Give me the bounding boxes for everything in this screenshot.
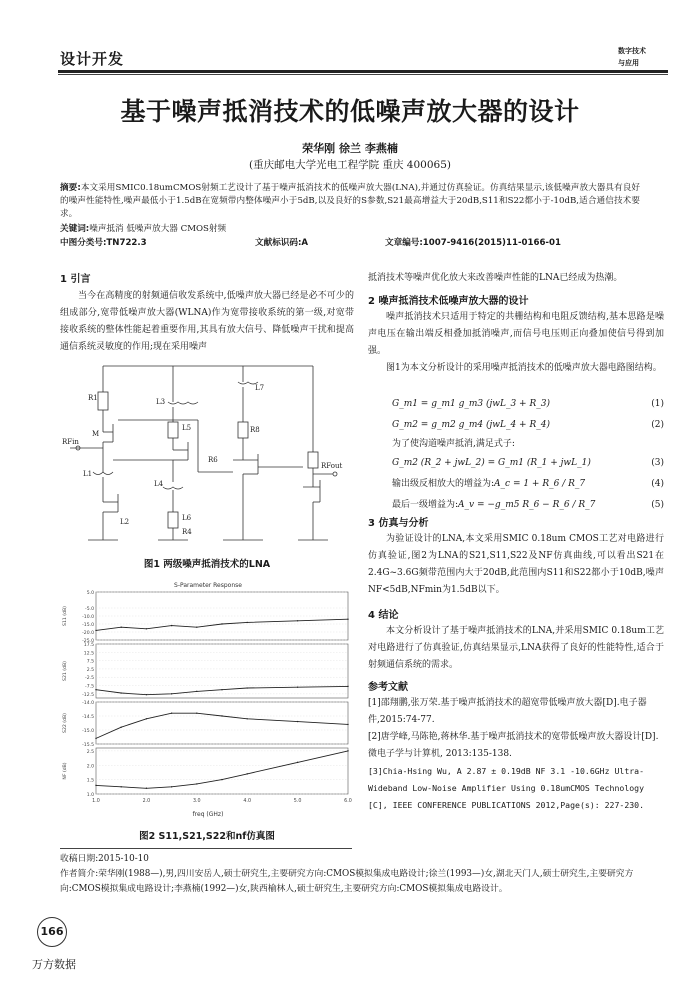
fig1-label-r4: R4 <box>182 528 192 536</box>
figure1-caption: 图1 两级噪声抵消技术的LNA <box>143 559 271 570</box>
data-point <box>221 623 222 624</box>
data-point <box>95 630 96 631</box>
keywords-text: 噪声抵消 低噪声放大器 CMOS射频 <box>89 224 227 234</box>
fig1-label-l5: L5 <box>182 424 192 432</box>
data-point <box>196 691 197 692</box>
data-point <box>347 750 348 751</box>
x-tick-label: 1.0 <box>92 799 100 804</box>
document-code: 文献标识码:A <box>255 238 309 248</box>
simulation-paragraph: 为验证设计的LNA,本文采用SMIC 0.18um CMOS工艺对电路进行仿真验证,图2为LNA的S21,S11,S22及NF仿真曲线,可以看出S21在2.4G~3.6G频带范围内大于20dB,此范围内S11和S22都小于10dB,噪声NF<5dB,NFmin为1.5dB以下。 <box>368 534 664 595</box>
data-point <box>121 786 122 787</box>
logo-line1: 数字技术 <box>618 46 646 55</box>
data-point <box>297 687 298 688</box>
y-tick-label: -10.0 <box>82 615 94 620</box>
y-tick-label: -12.5 <box>82 692 94 698</box>
keywords <box>60 222 226 234</box>
reference-1: [1]邵翔鹏,张万荣.基于噪声抵消技术的超宽带低噪声放大器[D].电子器件,2015:74-77. <box>368 698 647 725</box>
equation-4: 输出级反相放大的增益为:A_c = 1 + R_6 / R_7 (4) <box>392 479 664 489</box>
data-point <box>196 713 197 714</box>
intro-paragraph-cont: 抵消技术等噪声优化放大来改善噪声性能的LNA已经成为热潮。 <box>368 273 623 283</box>
equation-1: G_m1 = g_m1 g_m3 (jwL_3 + R_3) (1) <box>392 399 664 409</box>
y-tick-label: 2.5 <box>86 749 94 755</box>
references-list <box>368 695 664 814</box>
data-point <box>95 689 96 690</box>
y-tick-label: -20.0 <box>82 631 94 636</box>
abstract-text: 本文采用SMIC0.18umCMOS射频工艺设计了基于噪声抵消技术的低噪声放大器(LNA),并通过仿真验证。仿真结果显示,该低噪声放大器具有良好的噪声性能特性,噪声最低小于1.5dB在宽频带内整体噪声小于5dB,以及良好的S参数,S21最高增益大于20dB,S11和S22都小于-10dB,适合通信技术要求。 <box>60 183 641 219</box>
panel-axis-label: S11 (dB) <box>63 606 68 626</box>
y-tick-label: -2.5 <box>85 676 94 682</box>
keywords-label: 关键词: <box>60 224 90 234</box>
author-bio: 作者简介:荣华刚(1988—),男,四川安岳人,硕士研究生,主要研究方向:CMOS模拟集成电路设计;徐兰(1993—)女,湖北天门人,硕士研究生,主要研究方向:CMOS模拟集成电路设计;李燕楠(1992—)女,陕西榆林人,硕士研究生,主要研究方向:CMOS模拟集成电路设计。 <box>60 869 634 894</box>
x-tick-label: 4.0 <box>243 799 252 804</box>
y-tick-label: 1.5 <box>86 778 94 784</box>
y-tick-label: 12.5 <box>83 651 94 657</box>
fig1-label-l7: L7 <box>255 384 265 392</box>
wanfang-watermark: 万方数据 <box>32 958 76 971</box>
x-tick-label: 5.0 <box>293 799 302 804</box>
y-tick-label: -14.0 <box>82 701 94 706</box>
y-tick-label: -14.5 <box>82 715 94 720</box>
data-point <box>297 620 298 621</box>
logo-line2: 与应用 <box>618 58 639 67</box>
data-point <box>297 762 298 763</box>
data-point <box>121 692 122 693</box>
page-number-badge <box>37 917 67 947</box>
header-rule-thin <box>58 74 668 75</box>
data-point <box>95 738 96 739</box>
fig1-label-rfin: RFin <box>62 438 79 446</box>
y-tick-label: 2.0 <box>86 764 94 770</box>
intro-paragraph: 当今在高精度的射频通信收发系统中,低噪声放大器已经是必不可少的组成部分,宽带低噪声放大器(WLNA)作为宽带接收系统的第一级,对宽带接收系统的整体性能起着重要作用,其具有放大信号、降低噪声干扰和提高通信系统灵敏度的作用;现在采用噪声 <box>60 291 354 352</box>
header-rule <box>58 70 668 73</box>
data-point <box>121 627 122 628</box>
y-tick-label: -15.5 <box>82 743 94 748</box>
abstract <box>60 182 640 221</box>
data-point <box>221 689 222 690</box>
page-number: 166 <box>40 925 64 938</box>
design-paragraph: 噪声抵消技术只适用于特定的共栅结构和电阻反馈结构,基本思路是噪声电压在输出端反相叠加抵消噪声,而信号电压则正向叠加使信号得到加强。 图1为本文分析设计的采用噪声抵消技术的低噪声放大器电路图结构。 <box>368 312 664 373</box>
equation-2: G_m2 = g_m2 g_m4 (jwL_4 + R_4) (2) <box>392 420 664 430</box>
data-point <box>297 721 298 722</box>
data-point <box>247 773 248 774</box>
section-heading-conclusion: 4 结论 <box>368 610 399 621</box>
x-tick-label: 6.0 <box>344 799 352 804</box>
reference-3: [3]Chia-Hsing Wu, A 2.87 ± 0.19dB NF 3.1 -10.6GHz Ultra-Wideband Low-Noise Amplifier Using 0.18umCMOS Technology [C], IEEE CONFERENCE PUBLICATIONS 2012,Page(s): 227-230. <box>368 766 645 810</box>
chart-title: S-Parameter Response <box>174 582 242 589</box>
data-point <box>171 786 172 787</box>
equation-block <box>392 394 664 516</box>
data-point <box>347 619 348 620</box>
fig1-label-rfout: RFout <box>321 462 343 470</box>
references-heading: 参考文献 <box>368 682 408 693</box>
abstract-label: 摘要: <box>60 183 81 193</box>
y-tick-label: -25.0 <box>82 639 94 644</box>
y-tick-label: 5.0 <box>86 591 94 596</box>
panel-axis-label: NF (dB) <box>63 762 68 780</box>
article-title: 基于噪声抵消技术的低噪声放大器的设计 <box>120 97 580 126</box>
authors: 荣华刚 徐兰 李燕楠 <box>302 142 398 155</box>
data-point <box>196 627 197 628</box>
data-point <box>221 715 222 716</box>
y-tick-label: 7.5 <box>86 659 94 665</box>
figure2-chart <box>58 578 358 820</box>
conclusion-paragraph: 本文分析设计了基于噪声抵消技术的LNA,并采用SMIC 0.18um工艺对电路进行了仿真验证,仿真结果显示,LNA获得了良好的性能特性,适合于射频通信系统的需求。 <box>368 626 664 670</box>
section-heading-sim: 3 仿真与分析 <box>368 518 429 529</box>
chart-x-label: freq (GHz) <box>192 811 224 818</box>
data-point <box>247 622 248 623</box>
fig1-label-l3: L3 <box>156 398 166 406</box>
data-point <box>95 785 96 786</box>
data-point <box>146 718 147 719</box>
y-tick-label: -5.0 <box>85 607 94 612</box>
data-point <box>347 724 348 725</box>
data-point <box>171 625 172 626</box>
fig1-label-l6: L6 <box>182 514 192 522</box>
x-tick-label: 2.0 <box>142 799 151 804</box>
section-heading-intro: 1 引言 <box>60 274 91 285</box>
y-tick-label: -15.0 <box>82 623 94 628</box>
data-point <box>247 718 248 719</box>
y-tick-label: 1.0 <box>86 793 94 798</box>
figure1-schematic <box>58 362 358 552</box>
x-tick-label: 3.0 <box>192 799 201 804</box>
figure2-caption: 图2 S11,S21,S22和nf仿真图 <box>139 831 275 842</box>
reference-2: [2]唐学峰,马陈艳,蒋林华.基于噪声抵消技术的宽带低噪声放大器设计[D].微电子学与计算机, 2013:135-138. <box>368 732 659 759</box>
data-point <box>221 779 222 780</box>
panel-axis-label: S21 (dB) <box>63 661 68 681</box>
y-tick-label: 17.5 <box>83 643 94 648</box>
received-date: 收稿日期:2015-10-10 <box>60 854 149 864</box>
data-point <box>146 694 147 695</box>
data-point <box>347 686 348 687</box>
data-point <box>171 713 172 714</box>
data-point <box>121 727 122 728</box>
equation-5: 最后一级增益为:A_v = −g_m5 R_6 − R_6 / R_7 (5) <box>392 500 664 510</box>
journal-logo <box>612 42 662 70</box>
data-point <box>146 628 147 629</box>
section-heading-design: 2 噪声抵消技术低噪声放大器的设计 <box>368 296 529 307</box>
data-point <box>196 783 197 784</box>
affiliation: (重庆邮电大学光电工程学院 重庆 400065) <box>249 159 451 171</box>
fig1-label-l1: L1 <box>83 470 93 478</box>
y-tick-label: -15.0 <box>82 729 94 734</box>
fig1-label-l2: L2 <box>120 518 130 526</box>
equation-3: G_m2 (R_2 + jwL_2) = G_m1 (R_1 + jwL_1) (3) <box>392 458 664 468</box>
fig1-label-r1: R1 <box>88 394 98 402</box>
data-point <box>247 687 248 688</box>
y-tick-label: -7.5 <box>85 684 94 690</box>
panel-axis-label: S22 (dB) <box>63 713 68 733</box>
section-label: 设计开发 <box>60 50 125 68</box>
footnote-rule <box>60 848 352 849</box>
article-number: 文章编号:1007-9416(2015)11-0166-01 <box>385 238 561 248</box>
fig1-label-r6: R6 <box>208 456 218 464</box>
fig1-label-r8: R8 <box>250 426 260 434</box>
equation-note: 为了使沟道噪声抵消,满足式子: <box>392 439 515 449</box>
y-tick-label: 2.5 <box>86 667 94 673</box>
clc-number: 中图分类号:TN722.3 <box>60 238 147 248</box>
data-point <box>171 693 172 694</box>
data-point <box>146 788 147 789</box>
fig1-label-l4: L4 <box>154 480 164 488</box>
fig1-label-m: M <box>92 430 100 438</box>
